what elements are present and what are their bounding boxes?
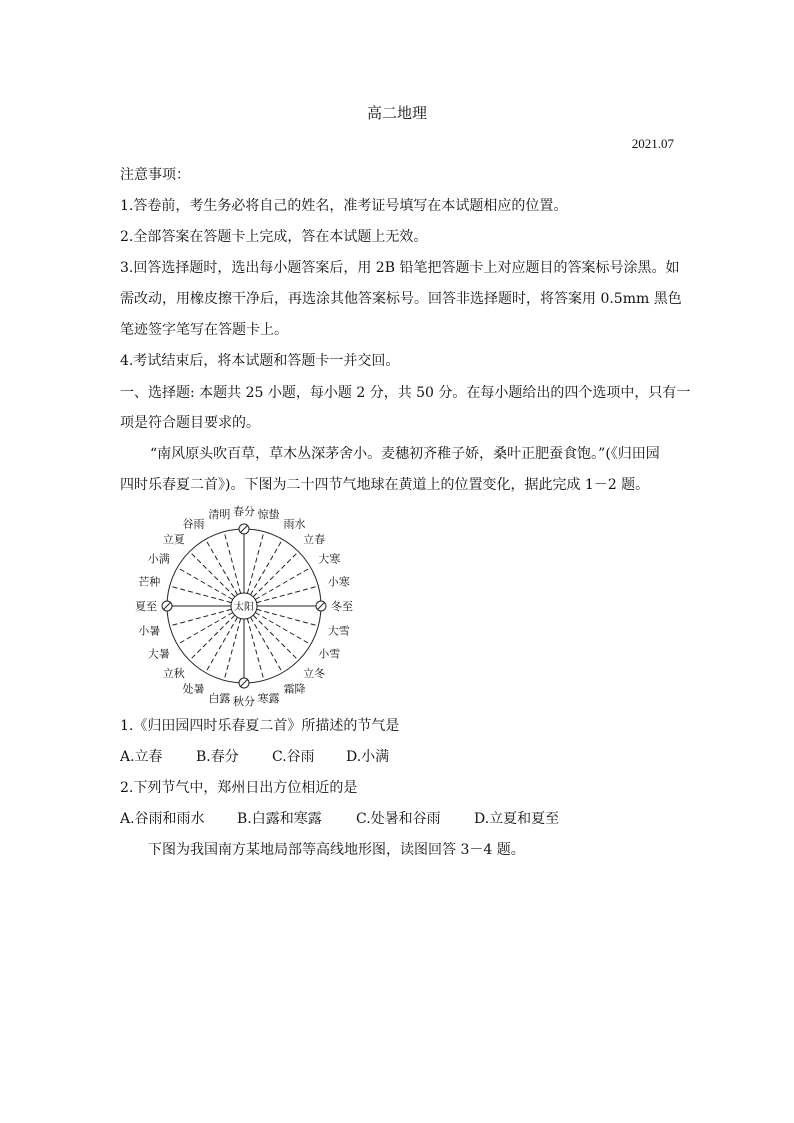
term-label: 白露 [208,691,231,705]
term-label: 小寒 [327,575,350,589]
term-spoke [190,552,235,597]
page-title: 高二地理 [366,104,427,122]
term-label: 芒种 [138,575,161,589]
term-label: 冬至 [331,600,353,613]
notice-item: 2.全部答案在答题卡上完成，答在本试题上无效。 [120,229,428,245]
term-spoke [253,552,298,597]
term-label: 谷雨 [182,517,205,531]
question-1-stem: 1.《归田园四时乐春夏二首》所描述的节气是 [120,718,400,734]
term-spoke [257,586,319,603]
term-spoke [190,615,235,660]
section-heading-cont: 项是符合题目要求的。 [120,415,260,431]
notice-item: 4.考试结束后，将本试题和答题卡一并交回。 [120,353,400,369]
exam-date: 2021.07 [631,136,674,151]
term-label: 霜降 [283,682,306,696]
term-label: 小满 [147,552,170,566]
term-spoke [253,615,298,660]
term-label: 立冬 [303,667,326,681]
q1-option-b[interactable]: B.春分 [196,749,239,765]
passage-line: 四时乐春夏二首》)。下图为二十四节气地球在黄道上的位置变化，据此完成 1－2 题。 [120,477,650,493]
next-intro: 下图为我国南方某地局部等高线地形图，读图回答 3－4 题。 [148,842,525,858]
term-label: 立春 [303,532,326,546]
term-label: 大雪 [327,624,350,638]
notice-item: 1.答卷前，考生务必将自己的姓名，准考证号填写在本试题相应的位置。 [120,198,568,214]
passage-line: “南风原头吹百草，草木丛深茅舍小。麦穗初齐稚子娇，桑叶正肥蚕食饱。”(《归田园 [150,446,660,462]
term-label: 立秋 [162,667,185,681]
sun-label: 太阳 [234,602,254,613]
notice-heading: 注意事项： [120,167,190,183]
term-label: 秋分 [233,695,255,708]
term-spoke [247,619,264,681]
q1-option-a[interactable]: A.立春 [120,749,163,765]
q2-option-c[interactable]: C.处暑和谷雨 [356,811,441,827]
term-label: 立夏 [162,532,185,546]
term-spoke [224,532,241,594]
notice-item: 笔迹签字笔写在答题卡上。 [120,322,288,338]
term-label: 雨水 [283,517,306,531]
notice-item: 需改动，用橡皮擦干净后，再选涂其他答案标号。回答非选择题时，将答案用 0.5mm 黑色 [120,291,682,307]
term-label: 寒露 [257,691,280,705]
term-label: 大暑 [147,647,170,661]
term-spoke [247,532,264,594]
q1-option-c[interactable]: C.谷雨 [272,749,315,765]
q2-option-a[interactable]: A.谷雨和雨水 [120,811,205,827]
term-label: 清明 [208,508,231,522]
term-spoke [170,609,232,626]
term-spoke [224,619,241,681]
notice-item: 3.回答选择题时，选出每小题答案后，用 2B 铅笔把答题卡上对应题目的答案标号涂黑。如 [120,260,680,276]
q1-option-d[interactable]: D.小满 [346,749,390,765]
section-heading: 一、选择题: 本题共 25 小题，每小题 2 分，共 50 分。在每小题给出的四个选项中，只有一 [120,385,691,401]
solar-terms-diagram [126,505,366,708]
term-label: 处暑 [182,682,205,696]
term-label: 小雪 [318,647,341,661]
term-label: 惊蛰 [257,508,280,522]
term-spoke [170,586,232,603]
term-label: 春分 [233,505,255,518]
term-label: 小暑 [138,624,161,638]
term-spoke [257,609,319,626]
term-label: 大寒 [318,552,341,566]
question-2-stem: 2.下列节气中，郑州日出方位相近的是 [120,780,358,796]
term-label: 夏至 [135,600,157,613]
q2-option-d[interactable]: D.立夏和夏至 [474,811,560,827]
q2-option-b[interactable]: B.白露和寒露 [237,811,322,827]
